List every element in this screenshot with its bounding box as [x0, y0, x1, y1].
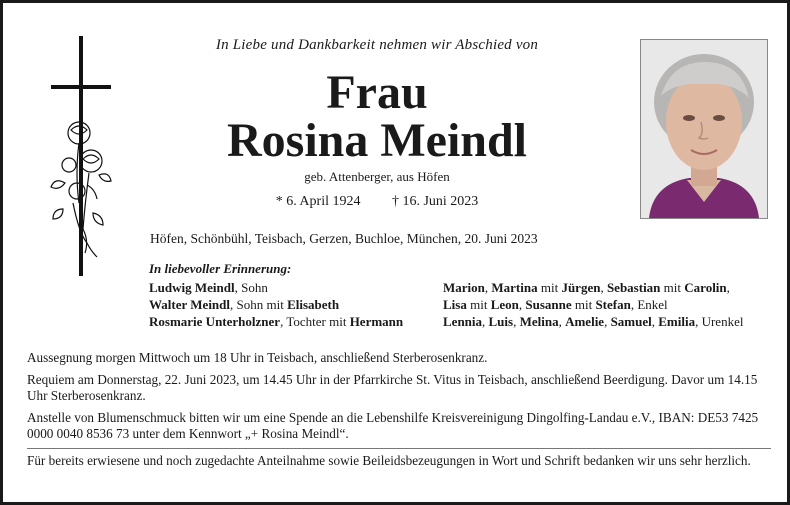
- birth-name: geb. Attenberger, aus Höfen: [304, 169, 450, 184]
- mourner-line: [443, 296, 773, 313]
- mourner-name: Luis: [488, 314, 514, 329]
- donation-notice: Anstelle von Blumenschmuck bitten wir um eine Spende an die Lebenshilfe Kreisvereinigung Dingolfing-Landau e.V., IBAN: DE53 7425 0000 0040 8536 73 unter dem Kennwort „+ Rosina Meindl“.: [27, 410, 759, 441]
- relation-text: ,: [482, 314, 489, 329]
- mourner-name: Amelie: [565, 314, 605, 329]
- mourner-line: [149, 313, 439, 330]
- mourners-left-list: [149, 279, 439, 330]
- salutation: Frau: [326, 66, 428, 119]
- portrait-photo: [640, 39, 768, 219]
- mourner-name: Melina: [519, 314, 559, 329]
- relation-text: ,: [600, 280, 607, 295]
- relation-text: , Sohn: [234, 280, 268, 295]
- divider: [27, 448, 771, 449]
- mourner-name: Sebastian: [606, 280, 661, 295]
- mourner-name: Samuel: [610, 314, 652, 329]
- blessing-notice: Aussegnung morgen Mittwoch um 18 Uhr in Teisbach, anschließend Sterberosenkranz.: [27, 350, 488, 365]
- thanks-notice: Für bereits erwiesene und noch zugedachte Anteilnahme sowie Beileidsbezeugungen in Wort und Schrift bedanken wir uns sehr herzlich.: [27, 453, 751, 468]
- mourner-name: Leon: [490, 297, 519, 312]
- relation-text: , Urenkel: [695, 314, 744, 329]
- mourner-name: Lisa: [443, 297, 467, 312]
- mourner-name: Walter Meindl: [149, 297, 231, 312]
- mourners-right-list: [443, 279, 773, 330]
- relation-text: mit: [466, 297, 491, 312]
- birth-date: * 6. April 1924: [275, 194, 361, 209]
- mourner-name: Marion: [443, 280, 485, 295]
- mourner-name: Martina: [491, 280, 538, 295]
- mourner-name: Rosmarie Unterholzner: [149, 314, 281, 329]
- mourner-name: Carolin: [684, 280, 727, 295]
- mourner-name: Stefan: [595, 297, 631, 312]
- mourner-name: Jürgen: [561, 280, 601, 295]
- mourner-name: Emilia: [658, 314, 696, 329]
- relation-text: ,: [518, 297, 526, 312]
- death-date: † 16. Juni 2023: [391, 194, 479, 209]
- relation-text: , Sohn mit: [230, 297, 288, 312]
- memory-label: In liebevoller Erinnerung:: [149, 261, 292, 276]
- relation-text: mit: [571, 297, 596, 312]
- mourner-name: Ludwig Meindl: [149, 280, 235, 295]
- mourner-name: Hermann: [349, 314, 404, 329]
- mourner-name: Lennia: [443, 314, 483, 329]
- relation-text: mit: [660, 280, 685, 295]
- funeral-notices: [27, 350, 771, 475]
- relation-text: , Tochter mit: [280, 314, 350, 329]
- cross-with-roses-icon: [43, 33, 123, 283]
- mourner-line: [149, 296, 439, 313]
- relation-text: ,: [484, 280, 492, 295]
- relation-text: , Enkel: [630, 297, 668, 312]
- places-and-date: Höfen, Schönbühl, Teisbach, Gerzen, Buchloe, München, 20. Juni 2023: [150, 231, 538, 246]
- mourner-line: [443, 279, 773, 296]
- relation-text: ,: [651, 314, 659, 329]
- requiem-notice: Requiem am Donnerstag, 22. Juni 2023, um 14.45 Uhr in der Pfarrkirche St. Vitus in Teisbach, anschließend Beerdigung. Davor um 14.15 Uhr Sterberosenkranz.: [27, 372, 758, 403]
- mourner-name: Susanne: [525, 297, 572, 312]
- relation-text: ,: [558, 314, 566, 329]
- life-dates: [153, 194, 601, 210]
- relation-text: ,: [726, 280, 730, 295]
- mourner-line: [443, 313, 773, 330]
- relation-text: ,: [604, 314, 611, 329]
- relation-text: ,: [513, 314, 520, 329]
- mourner-name: Elisabeth: [287, 297, 340, 312]
- deceased-name: Rosina Meindl: [226, 114, 528, 167]
- dedication-line: In Liebe und Dankbarkeit nehmen wir Abschied von: [215, 37, 539, 53]
- relation-text: mit: [537, 280, 562, 295]
- mourner-line: [149, 279, 439, 296]
